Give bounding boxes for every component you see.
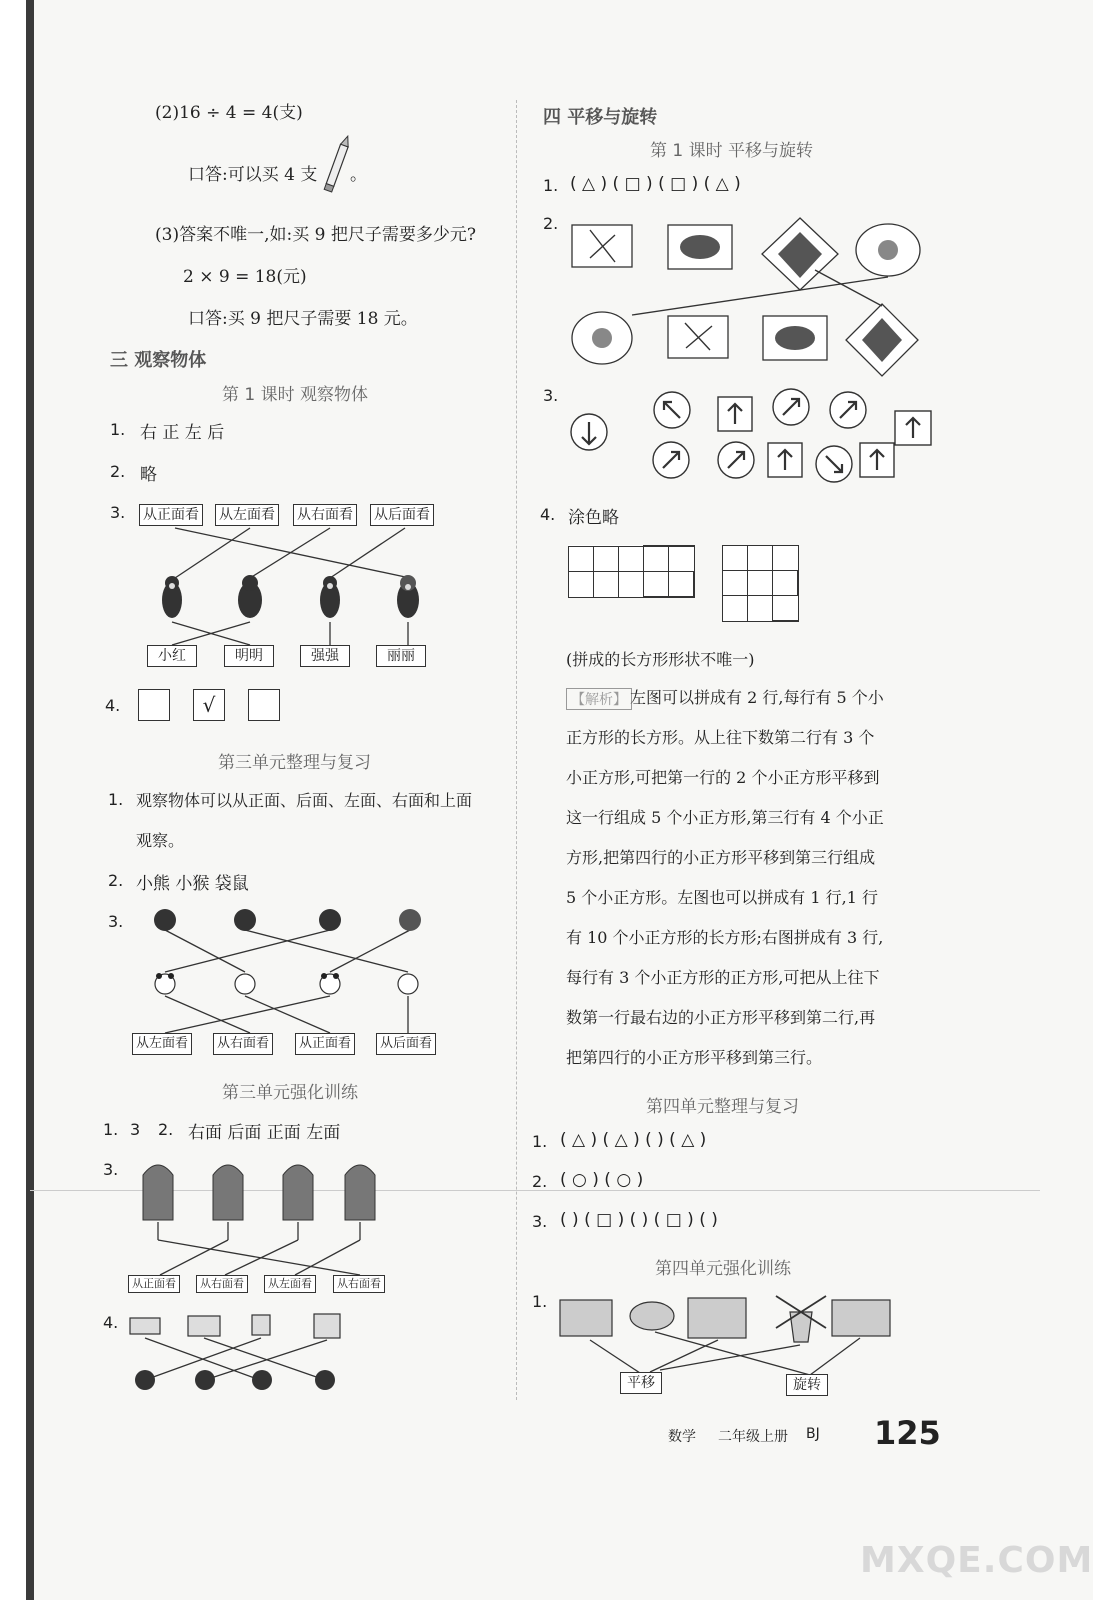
rotation-label: 旋转 xyxy=(786,1374,828,1396)
view-label: 从右面看 xyxy=(213,1033,273,1055)
answer-checkbox: √ xyxy=(193,689,225,721)
right-square-grid xyxy=(722,545,799,622)
watermark-text: MXQE.COM xyxy=(860,1540,1093,1581)
child-figure xyxy=(160,572,184,622)
u4-q1-number: 1. xyxy=(543,176,559,195)
child-figure xyxy=(396,572,420,622)
q2-period: 。 xyxy=(350,165,367,185)
r4-q2-answer: ( ○ ) ( ○ ) xyxy=(560,1170,644,1190)
review4-title: 第四单元整理与复习 xyxy=(646,1097,799,1117)
analysis-line: 把第四行的小正方形平移到第三行。 xyxy=(566,1048,823,1067)
column-divider xyxy=(516,100,518,1400)
r4-q2-number: 2. xyxy=(532,1172,548,1191)
name-label: 小红 xyxy=(147,645,197,667)
dragonfly-icon xyxy=(572,225,632,267)
analysis-line: 方形,把第四行的小正方形平移到第三行组成 xyxy=(566,848,876,867)
u4-q4-answer: 涂色略 xyxy=(568,508,619,528)
u4-q2-number: 2. xyxy=(543,214,559,233)
t3-q1-number: 1. xyxy=(103,1120,119,1139)
analysis-tag-label: 解析 xyxy=(585,692,613,708)
analysis-line: 数第一行最右边的小正方形平移到第二行,再 xyxy=(566,1008,876,1027)
t4-q1-number: 1. xyxy=(532,1292,548,1311)
q3-expression: 2 × 9 = 18(元) xyxy=(183,267,307,287)
view-label: 从右面看 xyxy=(333,1275,385,1293)
train4-title: 第四单元强化训练 xyxy=(655,1259,791,1279)
analysis-line: 每行有 3 个小正方形的正方形,可把从上往下 xyxy=(566,968,880,987)
footer-edition: BJ xyxy=(806,1426,820,1442)
r3-q1-line1: 观察物体可以从正面、后面、左面、右面和上面 xyxy=(136,791,473,810)
r4-q1-answer: ( △ ) ( △ ) ( ) ( △ ) xyxy=(560,1130,707,1150)
unit3-title: 三 观察物体 xyxy=(110,350,207,371)
panda-figure xyxy=(155,974,175,994)
analysis-line: 小正方形,可把第一行的 2 个小正方形平移到 xyxy=(566,768,880,787)
name-label: 丽丽 xyxy=(376,645,426,667)
analysis-line: 正方形的长方形。从上往下数第二行有 3 个 xyxy=(566,728,875,747)
l1-q2-number: 2. xyxy=(110,462,126,481)
binding-edge xyxy=(26,0,34,1600)
u4-q4-note: (拼成的长方形形状不唯一) xyxy=(566,650,755,669)
child-head xyxy=(154,909,176,931)
page-binding-margin xyxy=(0,0,26,1600)
view-label: 从右面看 xyxy=(196,1275,248,1293)
view-label: 从左面看 xyxy=(264,1275,316,1293)
l1-q1-answer: 右 正 左 后 xyxy=(140,423,225,443)
l1-q1-number: 1. xyxy=(110,420,126,439)
q2-expression: (2)16 ÷ 4 = 4(支) xyxy=(155,103,303,123)
page-number: 125 xyxy=(874,1414,941,1452)
answer-checkbox xyxy=(138,689,170,721)
view-label: 从正面看 xyxy=(128,1275,180,1293)
t3-q2-answer: 右面 后面 正面 左面 xyxy=(188,1123,341,1143)
view-label: 从左面看 xyxy=(215,504,279,526)
u4-q1-answer: ( △ ) ( □ ) ( □ ) ( △ ) xyxy=(570,174,741,194)
footer-grade: 二年级上册 xyxy=(718,1429,788,1445)
view-label: 从后面看 xyxy=(376,1033,436,1055)
view-label: 从后面看 xyxy=(370,504,434,526)
u4-q4-number: 4. xyxy=(540,505,556,524)
analysis-line: 5 个小正方形。左图也可以拼成有 1 行,1 行 xyxy=(566,888,878,907)
translation-label: 平移 xyxy=(620,1372,662,1394)
q3-intro: (3)答案不唯一,如:买 9 把尺子需要多少元? xyxy=(155,225,476,245)
r4-q1-number: 1. xyxy=(532,1132,548,1151)
view-label: 从正面看 xyxy=(139,504,203,526)
u4-q3-number: 3. xyxy=(543,386,559,405)
r4-q3-number: 3. xyxy=(532,1212,548,1231)
name-label: 强强 xyxy=(300,645,350,667)
duck-icon xyxy=(856,224,920,276)
r3-q3-number: 3. xyxy=(108,912,124,931)
q3-answer: 口答:买 9 把尺子需要 18 元。 xyxy=(188,309,418,329)
r4-q3-answer: ( ) ( □ ) ( ) ( □ ) ( ) xyxy=(560,1210,718,1230)
analysis-line: 有 10 个小正方形的长方形;右图拼成有 3 行, xyxy=(566,928,884,947)
unit4-title: 四 平移与旋转 xyxy=(543,107,658,128)
name-label: 明明 xyxy=(224,645,274,667)
analysis-tag: 【解析】 xyxy=(566,688,632,710)
unit4-lesson1-title: 第 1 课时 平移与旋转 xyxy=(650,141,814,161)
view-label: 从右面看 xyxy=(293,504,357,526)
view-label: 从左面看 xyxy=(132,1033,192,1055)
t3-q1-answer: 3 xyxy=(130,1120,141,1139)
t3-q4-number: 4. xyxy=(103,1313,119,1332)
r3-q2-number: 2. xyxy=(108,871,124,890)
turtle-icon xyxy=(668,225,732,269)
t3-q3-number: 3. xyxy=(103,1160,119,1179)
l1-q3-number: 3. xyxy=(110,503,126,522)
r3-q1-line2: 观察。 xyxy=(136,831,185,850)
l1-q4-number: 4. xyxy=(105,696,121,715)
left-square-grid xyxy=(568,545,695,598)
train3-title: 第三单元强化训练 xyxy=(222,1083,358,1103)
l1-q2-answer: 略 xyxy=(140,465,157,485)
maple-leaf-icon xyxy=(770,225,830,283)
child-figure xyxy=(238,572,262,622)
unit3-lesson1-title: 第 1 课时 观察物体 xyxy=(222,385,369,405)
analysis-line: 左图可以拼成有 2 行,每行有 5 个小 xyxy=(630,688,884,707)
r3-q1-number: 1. xyxy=(108,790,124,809)
t3-q2-number: 2. xyxy=(158,1120,174,1139)
answer-checkbox xyxy=(248,689,280,721)
analysis-line: 这一行组成 5 个小正方形,第三行有 4 个小正 xyxy=(566,808,884,827)
r3-q2-answer: 小熊 小猴 袋鼠 xyxy=(136,874,249,894)
child-figure xyxy=(318,572,342,622)
q2-answer: 口答:可以买 4 支 xyxy=(188,165,318,185)
view-label: 从正面看 xyxy=(295,1033,355,1055)
footer-subject: 数学 xyxy=(668,1429,696,1445)
review3-title: 第三单元整理与复习 xyxy=(218,753,371,773)
